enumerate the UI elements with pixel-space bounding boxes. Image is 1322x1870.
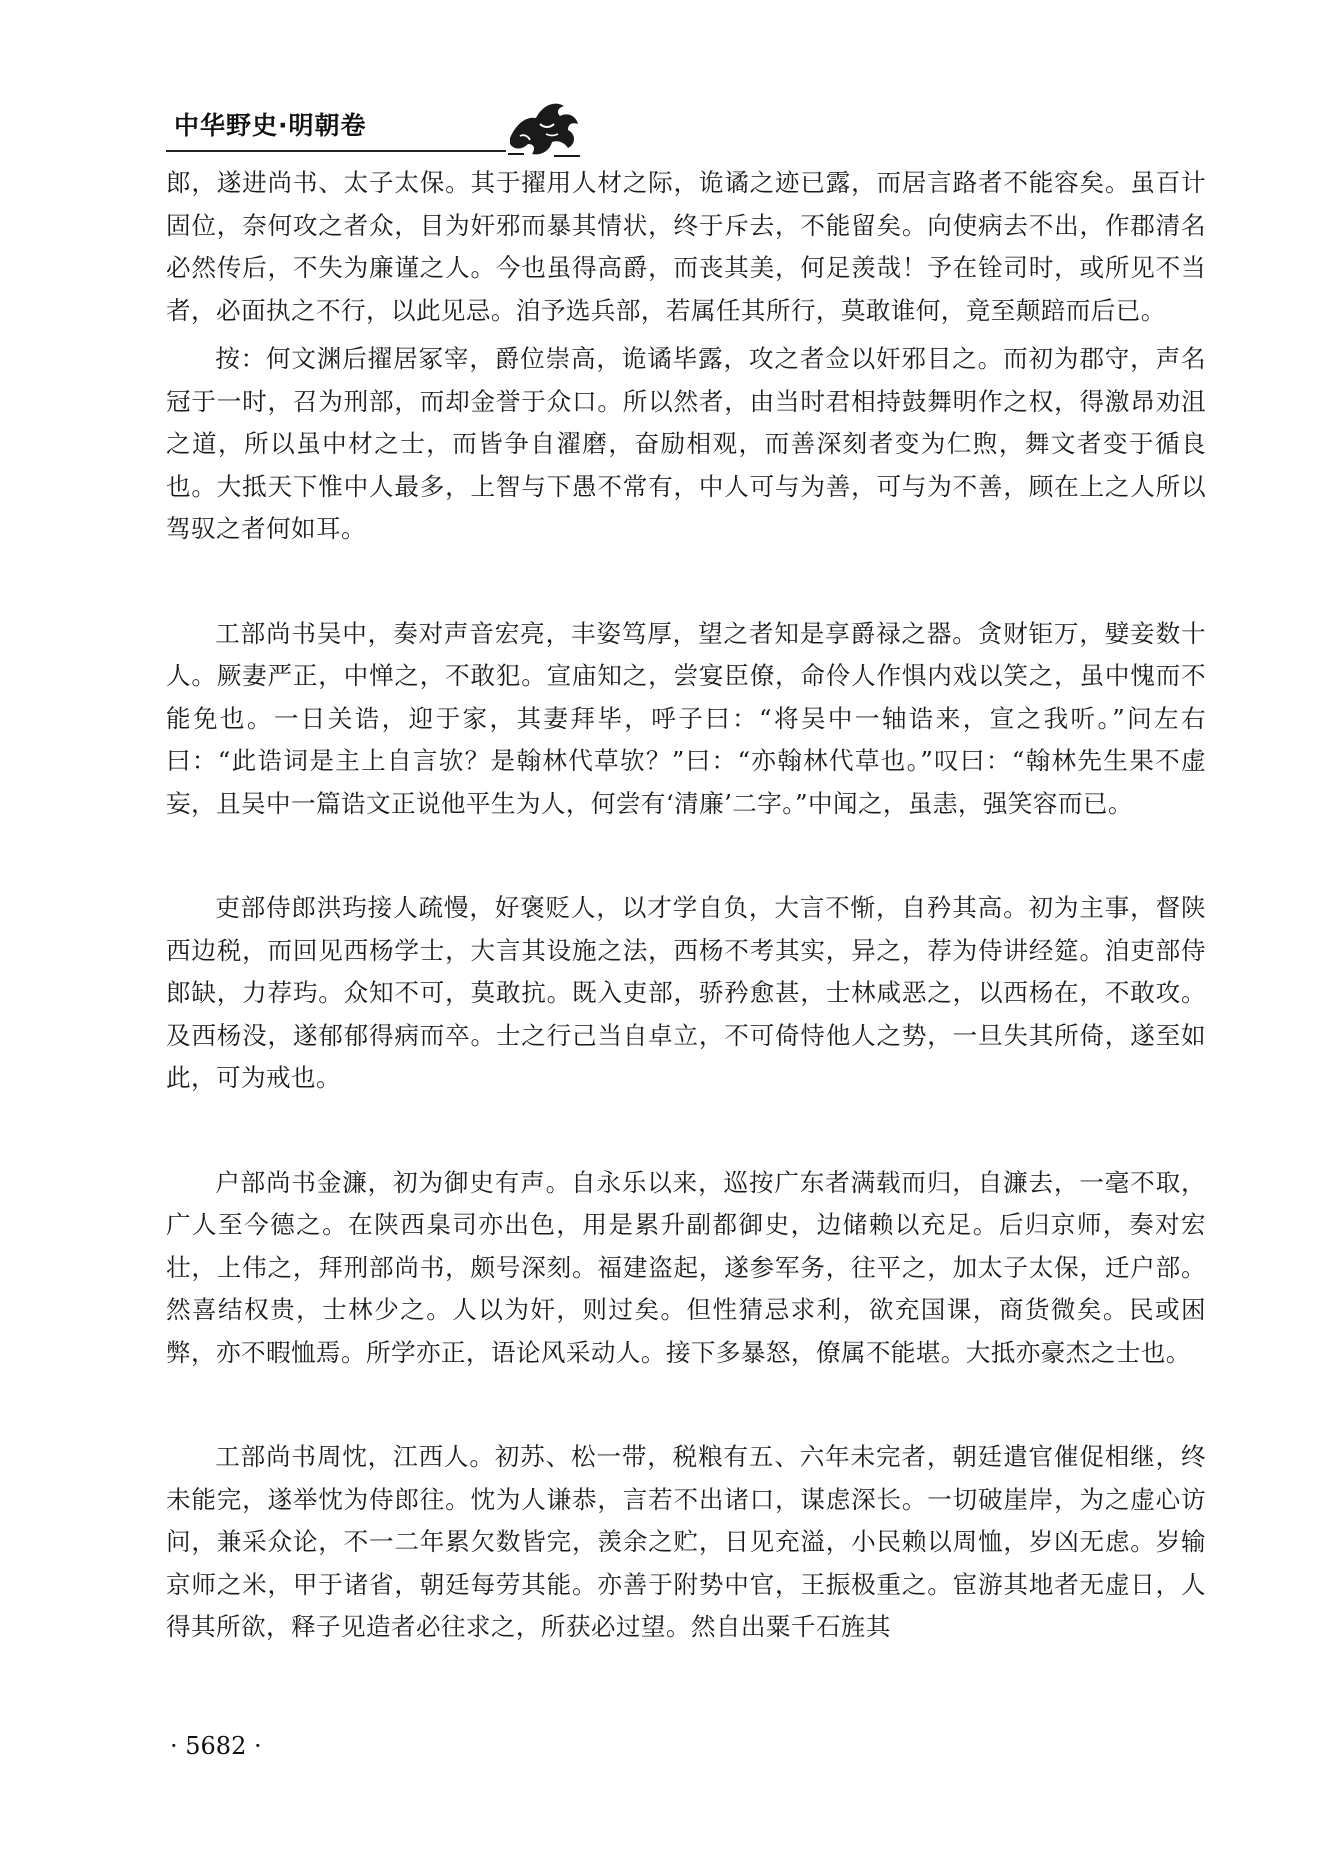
paragraph-he-wenyuan-cont: 郎，遂进尚书、太子太保。其于擢用人材之际，诡谲之迹已露，而居言路者不能容矣。虽百计固位，奈何攻之者众，目为奸邪而暴其情状，终于斥去，不能留矣。向使病去不出，作郡清名必然传后，不失为廉谨之人。今也虽得高爵，而丧其美，何足羡哉！予在铨司时，或所见不当者，必面执之不行，以此见忌。洎予选兵部，若属任其所行，莫敢谁何，竟至颠踣而后已。 bbox=[166, 168, 1206, 325]
book-title: 中华野史·明朝卷 bbox=[174, 111, 367, 140]
running-header bbox=[166, 92, 586, 162]
page-number: · 5682 · bbox=[170, 1732, 262, 1760]
paragraph-hong-yu: 吏部侍郎洪玙接人疏慢，好褒贬人，以才学自负，大言不惭，自矜其高。初为主事，督陕西边税，而回见西杨学士，大言其设施之法，西杨不考其实，异之，荐为侍讲经筵。洎吏部侍郎缺，力荐玙。众知不可，莫敢抗。既入吏部，骄矜愈甚，士林咸恶之，以西杨在，不敢攻。及西杨没，遂郁郁得病而卒。士之行己当自卓立，不可倚恃他人之势，一旦失其所倚，遂至如此，可为戒也。 bbox=[166, 893, 1206, 1092]
header-rule bbox=[166, 150, 506, 152]
dragon-emblem-icon bbox=[506, 94, 582, 160]
paragraph-jin-lian: 户部尚书金濂，初为御史有声。自永乐以来，巡按广东者满载而归，自濂去，一毫不取，广人至今德之。在陕西臬司亦出色，用是累升副都御史，边储赖以充足。后归京师，奏对宏壮，上伟之，拜刑部尚书，颇号深刻。福建盗起，遂参军务，往平之，加太子太保，迁户部。然喜结权贵，士林少之。人以为奸，则过矣。但性猜忌求利，欲充国课，商货微矣。民或困弊，亦不暇恤焉。所学亦正，语论风采动人。接下多暴怒，僚属不能堪。大抵亦豪杰之士也。 bbox=[166, 1167, 1206, 1367]
paragraph-wu-zhong: 工部尚书吴中，奏对声音宏亮，丰姿笃厚，望之者知是享爵禄之器。贪财钜万，嬖妾数十人。厥妻严正，中惮之，不敢犯。宣庙知之，尝宴臣僚，命伶人作惧内戏以笑之，虽中愧而不能免也。一日关诰，迎于家，其妻拜毕，呼子曰：“将吴中一轴诰来，宣之我听。”问左右曰：“此诰词是主上自言欤？是翰林代草欤？”曰：“亦翰林代草也。”叹曰：“翰林先生果不虚妄，且吴中一篇诰文正说他平生为人，何尝有‘清廉’二字。”中闻之，虽恚，强笑容而已。 bbox=[166, 618, 1206, 818]
paragraph-commentary: 按：何文渊后擢居冢宰，爵位崇高，诡谲毕露，攻之者佥以奸邪目之。而初为郡守，声名冠于一时，召为刑部，而却金誉于众口。所以然者，由当时君相持鼓舞明作之权，得激昂劝沮之道，所以虽中材之士，而皆争自濯磨，奋励相观，而善深刻者变为仁煦，舞文者变于循良也。大抵天下惟中人最多，上智与下愚不常有，中人可与为善，可与为不善，顾在上之人所以驾驭之者何如耳。 bbox=[166, 344, 1206, 543]
paragraph-zhou-chen: 工部尚书周忱，江西人。初苏、松一带，税粮有五、六年未完者，朝廷遣官催促相继，终未能完，遂举忱为侍郎往。忱为人谦恭，言若不出诸口，谋虑深长。一切破崖岸，为之虚心访问，兼采众论，不一二年累欠数皆完，羡余之贮，日见充溢，小民赖以周恤，岁凶无虑。岁输京师之米，甲于诸省，朝廷每劳其能。亦善于附势中官，王振极重之。宦游其地者无虚日，人得其所欲，释子见造者必往求之，所获必过望。然自出粟千石旌其 bbox=[166, 1442, 1206, 1641]
body-text bbox=[166, 162, 1206, 1649]
